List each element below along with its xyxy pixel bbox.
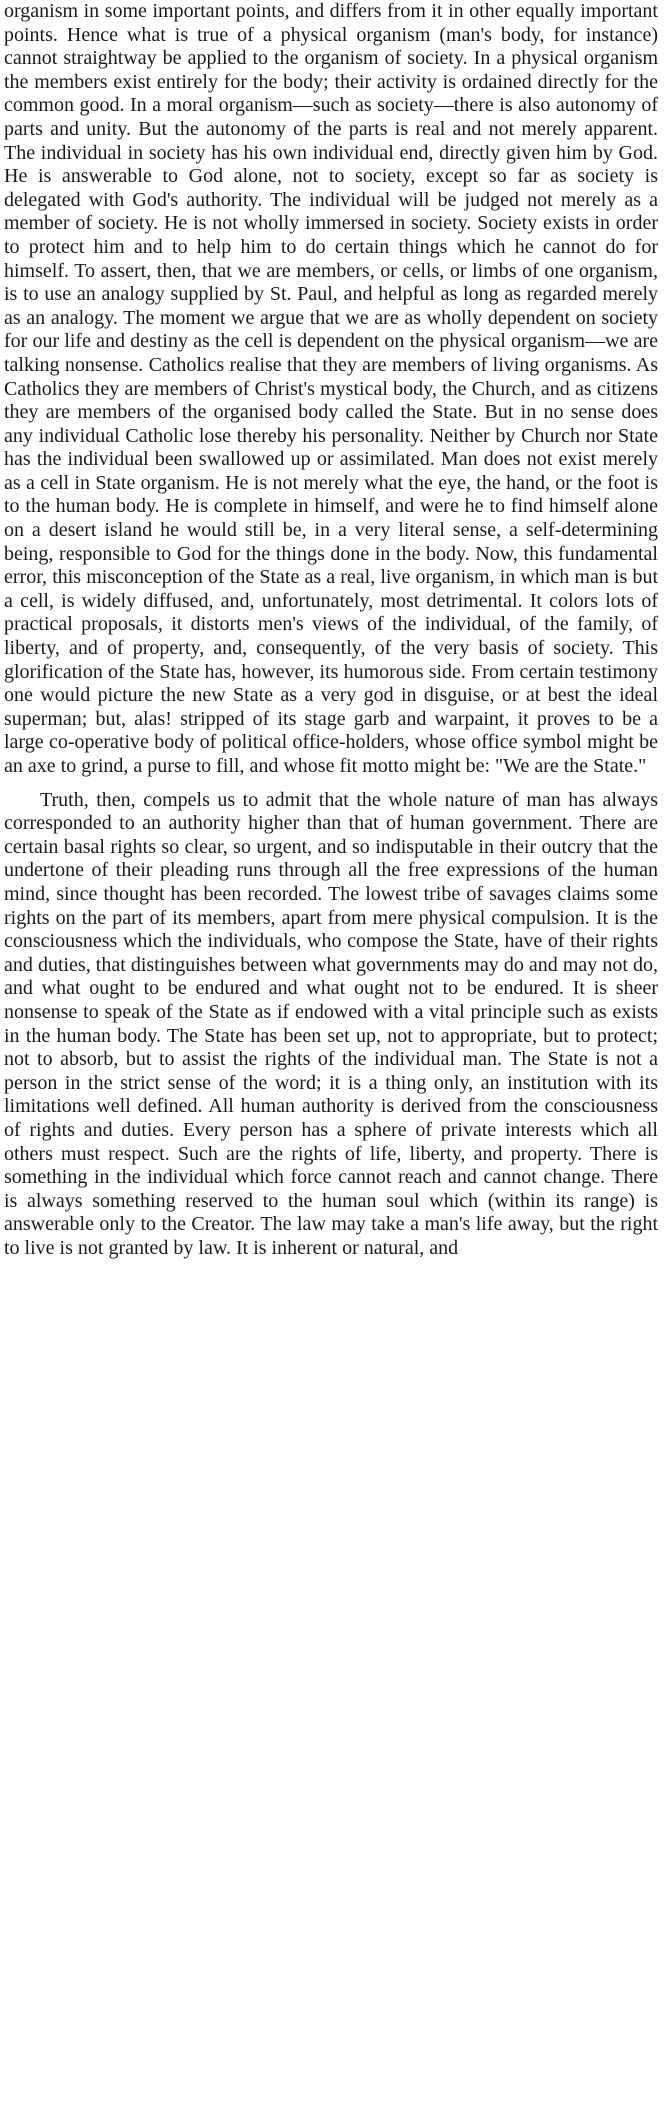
paragraph-organism-analogy: organism in some important points, and differs from it in other equally important points. Hence what is true of a physical organism (man's body, for instance) cannot straightway be applied to the organism of society. In a physical organism the members exist entirely for the body; their activity is ordained directly for the common good. In a moral organism—such as society—there is also autonomy of parts and unity. But the autonomy of the parts is real and not merely apparent. The individual in society has his own individual end, directly given him by God. He is answerable to God alone, not to society, except so far as society is delegated with God's authority. The individual will be judged not merely as a member of society. He is not wholly immersed in society. Society exists in order to protect him and to help him to do certain things which he cannot do for himself. To assert, then, that we are members, or cells, or limbs of one organism, is to use an analogy supplied by St. Paul, and helpful as long as regarded merely as an analogy. The moment we argue that we are as wholly dependent on society for our life and destiny as the cell is dependent on the physical organism—we are talking nonsense. Catholics realise that they are members of living organisms. As Catholics they are members of Christ's mystical body, the Church, and as citizens they are members of the organised body called the State. But in no sense does any individual Catholic lose thereby his personality. Neither by Church nor State has the individual been swallowed up or assimilated. Man does not exist merely as a cell in State organism. He is not merely what the eye, the hand, or the foot is to the human body. He is complete in himself, and were he to find himself alone on a desert island he would still be, in a very literal sense, a self-determining being, responsible to God for the things done in the body. Now, this fundamental error, this misconception of the State as a real, live organism, in which man is but a cell, is widely diffused, and, unfortunately, most detrimental. It colors lots of practical proposals, it distorts men's views of the individual, of the family, of liberty, and of property, and, consequently, of the very basis of society. This glorification of the State has, however, its humorous side. From certain testimony one would picture the new State as a very god in disguise, or at best the ideal superman; but, alas! stripped of its stage garb and warpaint, it proves to be a large co-operative body of political office-holders, whose office symbol might be an axe to grind, a purse to fill, and whose fit motto might be: "We are the State." bbox=[4, 0, 658, 777]
paragraph-rights-of-man: Truth, then, compels us to admit that the whole nature of man has always corresponded to an authority higher than that of human government. There are certain basal rights so clear, so urgent, and so indisputable in their outcry that the undertone of their pleading runs through all the free expressions of the human mind, since thought has been recorded. The lowest tribe of savages claims some rights on the part of its members, apart from mere physical compulsion. It is the consciousness which the individuals, who compose the State, have of their rights and duties, that distinguishes between what governments may do and may not do, and what ought to be endured and what ought not to be endured. It is sheer nonsense to speak of the State as if endowed with a vital principle such as exists in the human body. The State has been set up, not to appropriate, but to protect; not to absorb, but to assist the rights of the individual man. The State is not a person in the strict sense of the word; it is a thing only, an institution with its limitations well defined. All human authority is derived from the consciousness of rights and duties. Every person has a sphere of private interests which all others must respect. Such are the rights of life, liberty, and property. There is something in the individual which force cannot reach and cannot change. There is always something reserved to the human soul which (within its range) is answerable only to the Creator. The law may take a man's life away, but the right to live is not granted by law. It is inherent or natural, and bbox=[4, 788, 658, 1259]
